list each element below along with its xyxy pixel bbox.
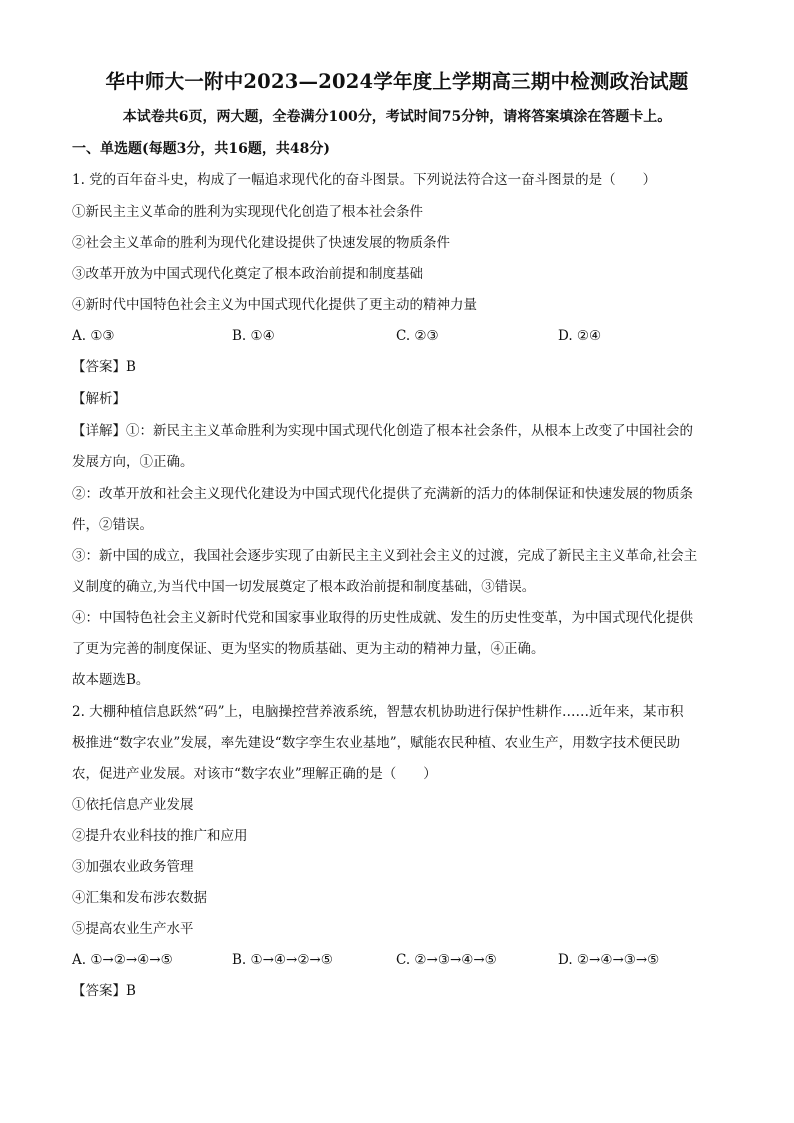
explanation-line: 件，②错误。 [72, 517, 153, 533]
explanation-conclusion: 故本题选B。 [72, 672, 150, 688]
question-1-item: ②社会主义革命的胜利为现代化建设提供了快速发展的物质条件 [72, 235, 450, 251]
option-c: C. ②→③→④→⑤ [396, 952, 497, 968]
analysis-label: 【解析】 [72, 391, 126, 407]
question-2-stem: 农，促进产业发展。对该市“数字农业”理解正确的是（ ） [72, 766, 437, 782]
exam-instructions: 本试卷共6页，两大题，全卷满分100分，考试时间75分钟，请将答案填涂在答题卡上。 [122, 109, 672, 125]
answer-label: 【答案】B [72, 359, 136, 375]
option-c: C. ②③ [396, 328, 439, 344]
explanation-line: 了更为完善的制度保证、更为坚实的物质基础、更为主动的精神力量，④正确。 [72, 641, 545, 657]
question-1-item: ④新时代中国特色社会主义为中国式现代化提供了更主动的精神力量 [72, 297, 477, 313]
question-1-item: ③改革开放为中国式现代化奠定了根本政治前提和制度基础 [72, 266, 423, 282]
question-2-item: ⑤提高农业生产水平 [72, 921, 194, 937]
explanation-line: 义制度的确立,为当代中国一切发展奠定了根本政治前提和制度基础，③错误。 [72, 579, 536, 595]
question-1-item: ①新民主主义革命的胜利为实现现代化创造了根本社会条件 [72, 204, 423, 220]
page-title: 华中师大一附中2023—2024学年度上学期高三期中检测政治试题 [105, 70, 689, 93]
question-2-item: ③加强农业政务管理 [72, 859, 194, 875]
question-2-options [72, 950, 712, 970]
section-heading: 一、单选题(每题3分，共16题，共48分) [72, 141, 330, 157]
option-d: D. ②→④→③→⑤ [558, 952, 660, 968]
question-1-stem: 1. 党的百年奋斗史，构成了一幅追求现代化的奋斗图景。下列说法符合这一奋斗图景的是（ ） [72, 172, 657, 188]
explanation-line: 发展方向，①正确。 [72, 454, 194, 470]
explanation-line: ③：新中国的成立，我国社会逐步实现了由新民主主义到社会主义的过渡，完成了新民主主义革命,社会主 [72, 548, 698, 564]
option-a: A. ①③ [72, 328, 115, 344]
answer-label: 【答案】B [72, 983, 136, 999]
option-d: D. ②④ [558, 328, 602, 344]
question-1-options [72, 326, 712, 346]
question-2-item: ④汇集和发布涉农数据 [72, 890, 207, 906]
question-2-stem: 2. 大棚种植信息跃然“码”上，电脑操控营养液系统，智慧农机协助进行保护性耕作……近年来，某市积 [72, 704, 684, 720]
explanation-line: 【详解】①：新民主主义革命胜利为实现中国式现代化创造了根本社会条件，从根本上改变了中国社会的 [72, 423, 693, 439]
question-2-item: ②提升农业科技的推广和应用 [72, 828, 248, 844]
explanation-line: ④：中国特色社会主义新时代党和国家事业取得的历史性成就、发生的历史性变革，为中国式现代化提供 [72, 610, 693, 626]
option-a: A. ①→②→④→⑤ [72, 952, 173, 968]
question-2-item: ①依托信息产业发展 [72, 797, 194, 813]
option-b: B. ①④ [232, 328, 275, 344]
explanation-line: ②：改革开放和社会主义现代化建设为中国式现代化提供了充满新的活力的体制保证和快速发展的物质条 [72, 486, 693, 502]
option-b: B. ①→④→②→⑤ [232, 952, 333, 968]
question-2-stem: 极推进“数字农业”发展，率先建设“数字孪生农业基地”，赋能农民种植、农业生产，用数字技术便民助 [72, 735, 681, 751]
